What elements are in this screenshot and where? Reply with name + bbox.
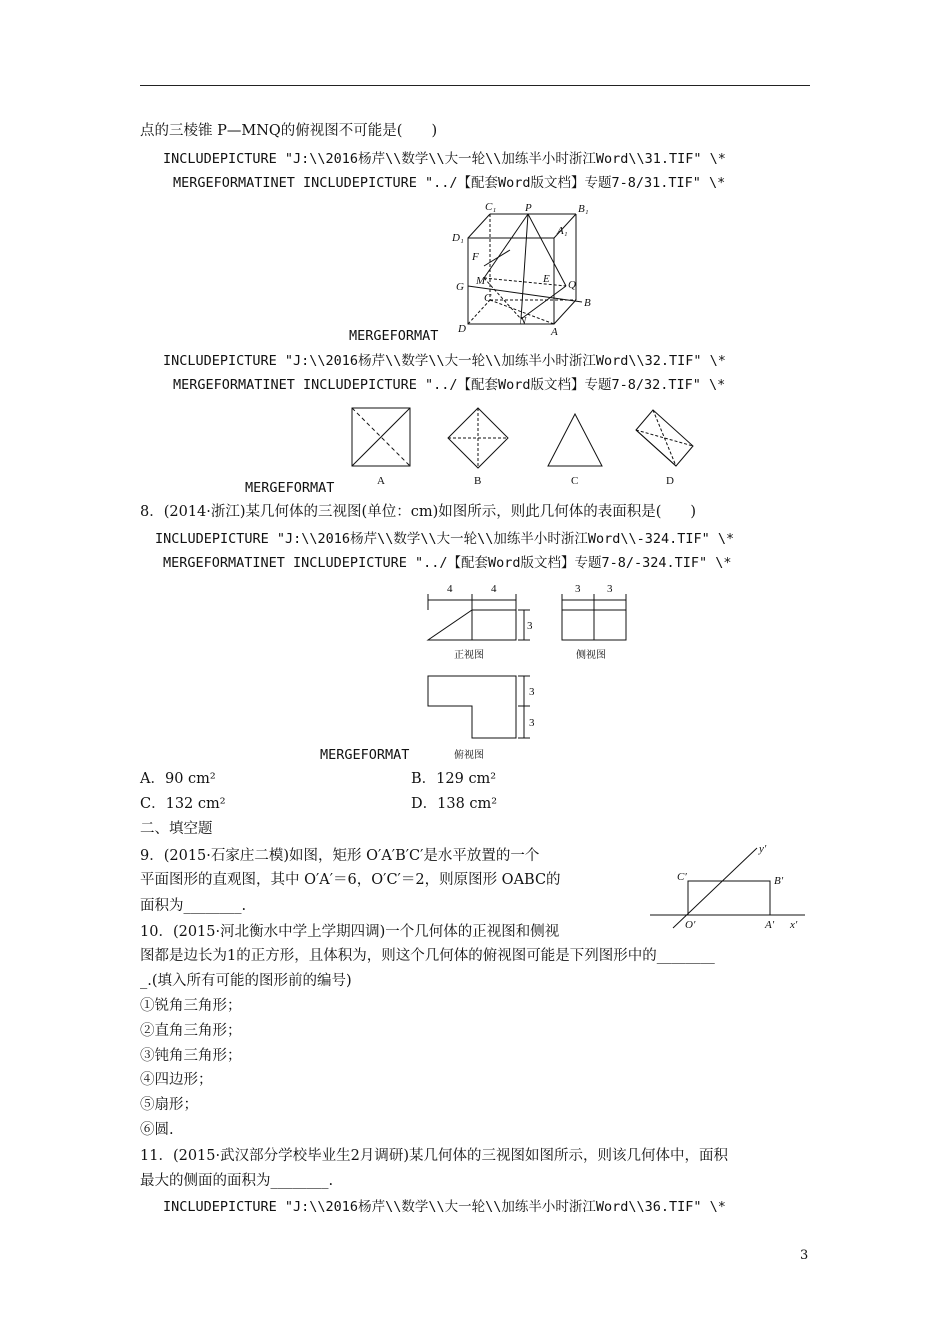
top-view-caption: 俯视图 <box>454 750 484 761</box>
point-o-label: O′ <box>685 919 696 931</box>
page-number: 3 <box>800 1248 809 1263</box>
front-width-2: 4 <box>491 583 497 595</box>
label-b: B <box>584 297 591 309</box>
q10-option-5: ⑤扇形； <box>140 1097 198 1113</box>
q10-line-1: 10．(2015·河北衡水中学上学期四调)一个几何体的正视图和侧视 <box>140 924 560 940</box>
label-b1: B₁ <box>578 203 589 215</box>
q9-line-2: 平面图形的直观图，其中 O′A′＝6，O′C′＝2，则原图形 OABC的 <box>140 872 561 888</box>
point-c-label: C′ <box>677 871 687 883</box>
top-height-1: 3 <box>529 686 535 698</box>
q7-options-figure <box>340 402 720 492</box>
includepicture-field: MERGEFORMATINET INCLUDEPICTURE "../【配套Word版文档】专题7-8/31.TIF" \* <box>173 175 726 191</box>
q10-option-2: ②直角三角形； <box>140 1023 242 1039</box>
q8-option-b: B．129 cm² <box>411 771 497 787</box>
label-d: D <box>458 323 466 335</box>
front-height: 3 <box>527 620 533 632</box>
q8-option-a: A．90 cm² <box>140 771 216 787</box>
mergeformat-field: MERGEFORMAT <box>245 480 335 496</box>
q8-stem: 8．(2014·浙江)某几何体的三视图(单位：cm)如图所示，则此几何体的表面积是( ) <box>140 504 697 520</box>
option-a-label: A <box>377 475 385 487</box>
axis-y-label: y′ <box>759 843 767 855</box>
label-n: N <box>519 315 527 327</box>
label-c: C <box>484 292 492 304</box>
includepicture-field: INCLUDEPICTURE "J:\\2016杨芹\\数学\\大一轮\\加练半小时浙江Word\\-324.TIF" \* <box>155 531 735 547</box>
mergeformat-field: MERGEFORMAT <box>320 747 410 763</box>
q10-line-2: 图都是边长为1的正方形，且体积为，则这个几何体的俯视图可能是下列图形中的________ <box>140 948 715 964</box>
front-width-1: 4 <box>447 583 453 595</box>
axis-x-label: x′ <box>790 919 798 931</box>
q10-line-3: _.(填入所有可能的图形前的编号) <box>140 973 352 989</box>
includepicture-field: MERGEFORMATINET INCLUDEPICTURE "../【配套Word版文档】专题7-8/-324.TIF" \* <box>163 555 732 571</box>
header-rule <box>140 85 810 86</box>
q10-option-3: ③钝角三角形； <box>140 1048 242 1064</box>
includepicture-field: INCLUDEPICTURE "J:\\2016杨芹\\数学\\大一轮\\加练半小时浙江Word\\31.TIF" \* <box>163 151 726 167</box>
q10-option-6: ⑥圆. <box>140 1122 174 1138</box>
q9-line-1: 9．(2015·石家庄二模)如图，矩形 O′A′B′C′是水平放置的一个 <box>140 848 540 864</box>
q11-line-2: 最大的侧面的面积为________. <box>140 1173 334 1189</box>
mergeformat-field: MERGEFORMAT <box>349 328 439 344</box>
top-height-2: 3 <box>529 717 535 729</box>
q9-figure <box>645 840 815 932</box>
q7-tail: 点的三棱锥 P—MNQ的俯视图不可能是( ) <box>140 123 438 139</box>
label-q: Q <box>568 279 576 291</box>
label-p: P <box>525 202 532 214</box>
label-a1: A₁ <box>557 225 568 237</box>
q8-option-d: D．138 cm² <box>411 796 498 812</box>
includepicture-field: INCLUDEPICTURE "J:\\2016杨芹\\数学\\大一轮\\加练半小时浙江Word\\32.TIF" \* <box>163 353 726 369</box>
cube-figure <box>448 198 608 340</box>
point-b-label: B′ <box>774 875 784 887</box>
side-view-caption: 侧视图 <box>576 650 606 661</box>
option-c-label: C <box>571 475 579 487</box>
point-a-label: A′ <box>765 919 775 931</box>
label-d1: D₁ <box>452 232 464 244</box>
label-e: E <box>543 273 550 285</box>
q11-line-1: 11．(2015·武汉部分学校毕业生2月调研)某几何体的三视图如图所示，则该几何体中，面积 <box>140 1148 728 1164</box>
three-views-figure <box>420 580 640 770</box>
label-g: G <box>456 281 464 293</box>
q9-line-3: 面积为________. <box>140 898 247 914</box>
label-m: M <box>476 275 486 287</box>
q10-option-1: ①锐角三角形； <box>140 998 242 1014</box>
includepicture-field: MERGEFORMATINET INCLUDEPICTURE "../【配套Word版文档】专题7-8/32.TIF" \* <box>173 377 726 393</box>
q8-option-c: C．132 cm² <box>140 796 226 812</box>
label-a: A <box>551 326 558 338</box>
front-view-caption: 正视图 <box>454 650 484 661</box>
q10-option-4: ④四边形； <box>140 1072 213 1088</box>
label-f: F <box>472 251 479 263</box>
option-b-label: B <box>474 475 482 487</box>
section-title: 二、填空题 <box>140 821 213 837</box>
side-width-2: 3 <box>607 583 613 595</box>
includepicture-field: INCLUDEPICTURE "J:\\2016杨芹\\数学\\大一轮\\加练半小时浙江Word\\36.TIF" \* <box>163 1199 726 1215</box>
side-width-1: 3 <box>575 583 581 595</box>
option-d-label: D <box>666 475 674 487</box>
label-c1: C₁ <box>485 201 497 213</box>
